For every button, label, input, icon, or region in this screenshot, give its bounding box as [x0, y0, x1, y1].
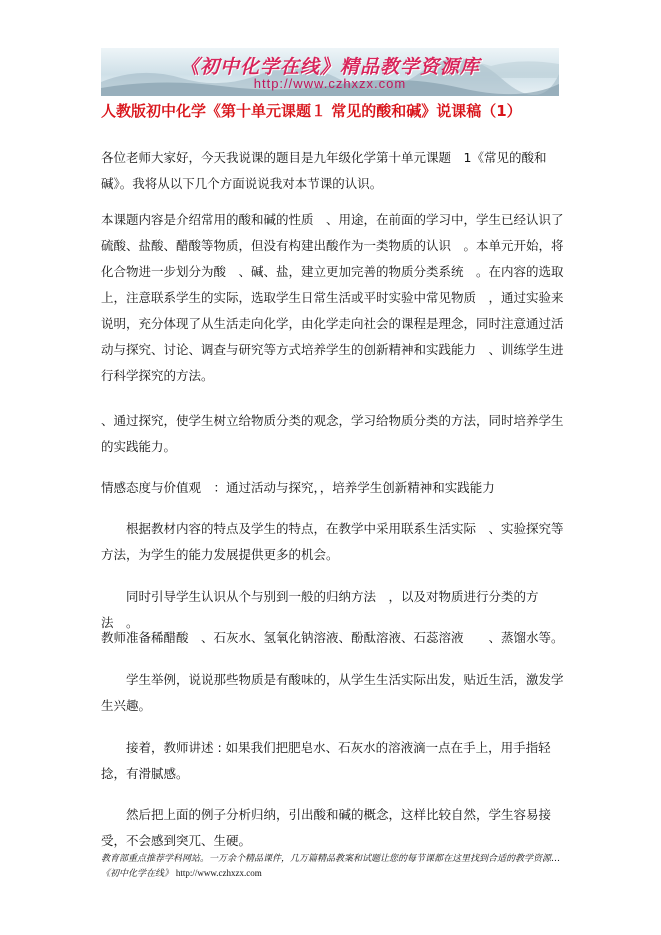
- paragraph-content-analysis: 本课题内容是介绍常用的酸和碱的性质 、用途，在前面的学习中，学生已经认识了硫酸、盐酸、醋酸等物质，但没有构建出酸作为一类物质的认识 。本单元开始，将化合物进一步划分为酸 、碱、盐，建立更加完善的物质分类系统 。在内容的选取上，注意联系学生的实际，选取学生日常生活或平时实验中常见物质 ，通过实验来说明，充分体现了从生活走向化学，由化学走向社会的课程是理念，同时注意通过活动与探究、讨论、调查与研究等方式培养学生的创新精神和实践能力 、训练学生进行科学探究的方法。: [101, 212, 564, 383]
- paragraph-teaching-method: 根据教材内容的特点及学生的特点，在教学中采用联系生活实际 、实验探究等方法，为学生的能力发展提供更多的机会。: [101, 521, 564, 562]
- banner-url[interactable]: http://www.czhxzx.com: [253, 76, 407, 91]
- paragraph-intro: 各位老师大家好，今天我说课的题目是九年级化学第十单元课题 1《常见的酸和碱》。我将从以下几个方面说说我对本节课的认识。: [101, 150, 547, 191]
- document-title: 人教版初中化学《第十单元课题１ 常见的酸和碱》说课稿（1）: [101, 102, 522, 120]
- paragraph-emotion-goal: 情感态度与价值观 ：通过活动与探究，，培养学生创新精神和实践能力: [101, 480, 495, 495]
- paragraph-summary: 然后把上面的例子分析归纳，引出酸和碱的概念，这样比较自然，学生容易接受，不会感到突兀、生硬。: [101, 807, 552, 848]
- page-footer: [101, 852, 571, 881]
- footer-url[interactable]: http://www.czhxzx.com: [175, 868, 262, 878]
- paragraph-ability-goal: 、通过探究，使学生树立给物质分类的观念，学习给物质分类的方法，同时培养学生的实践能力。: [101, 413, 564, 454]
- paragraph-teacher-narration: 接着，教师讲述 : 如果我们把肥皂水、石灰水的溶液滴一点在手上，用手指轻捻，有滑腻感。: [101, 740, 551, 781]
- banner-title: 《初中化学在线》精品教学资源库: [179, 56, 480, 78]
- paragraph-student-examples: 学生举例，说说那些物质是有酸味的，从学生生活实际出发，贴近生活，激发学生兴趣。: [101, 672, 564, 713]
- paragraph-preparation: 教师准备稀醋酸 、石灰水、氢氧化钠溶液、酚酞溶液、石蕊溶液 、蒸馏水等。: [101, 630, 564, 645]
- site-banner: [101, 48, 559, 96]
- paragraph-learning-method: 同时引导学生认识从个与别到一般的归纳方法 ，以及对物质进行分类的方法 。: [101, 589, 539, 630]
- footer-text: 教育部重点推荐学科网站。一万余个精品课件，几万篇精品教案和试题让您的每节课都在这里找到合适的教学资源…《初中化学在线》: [101, 854, 561, 879]
